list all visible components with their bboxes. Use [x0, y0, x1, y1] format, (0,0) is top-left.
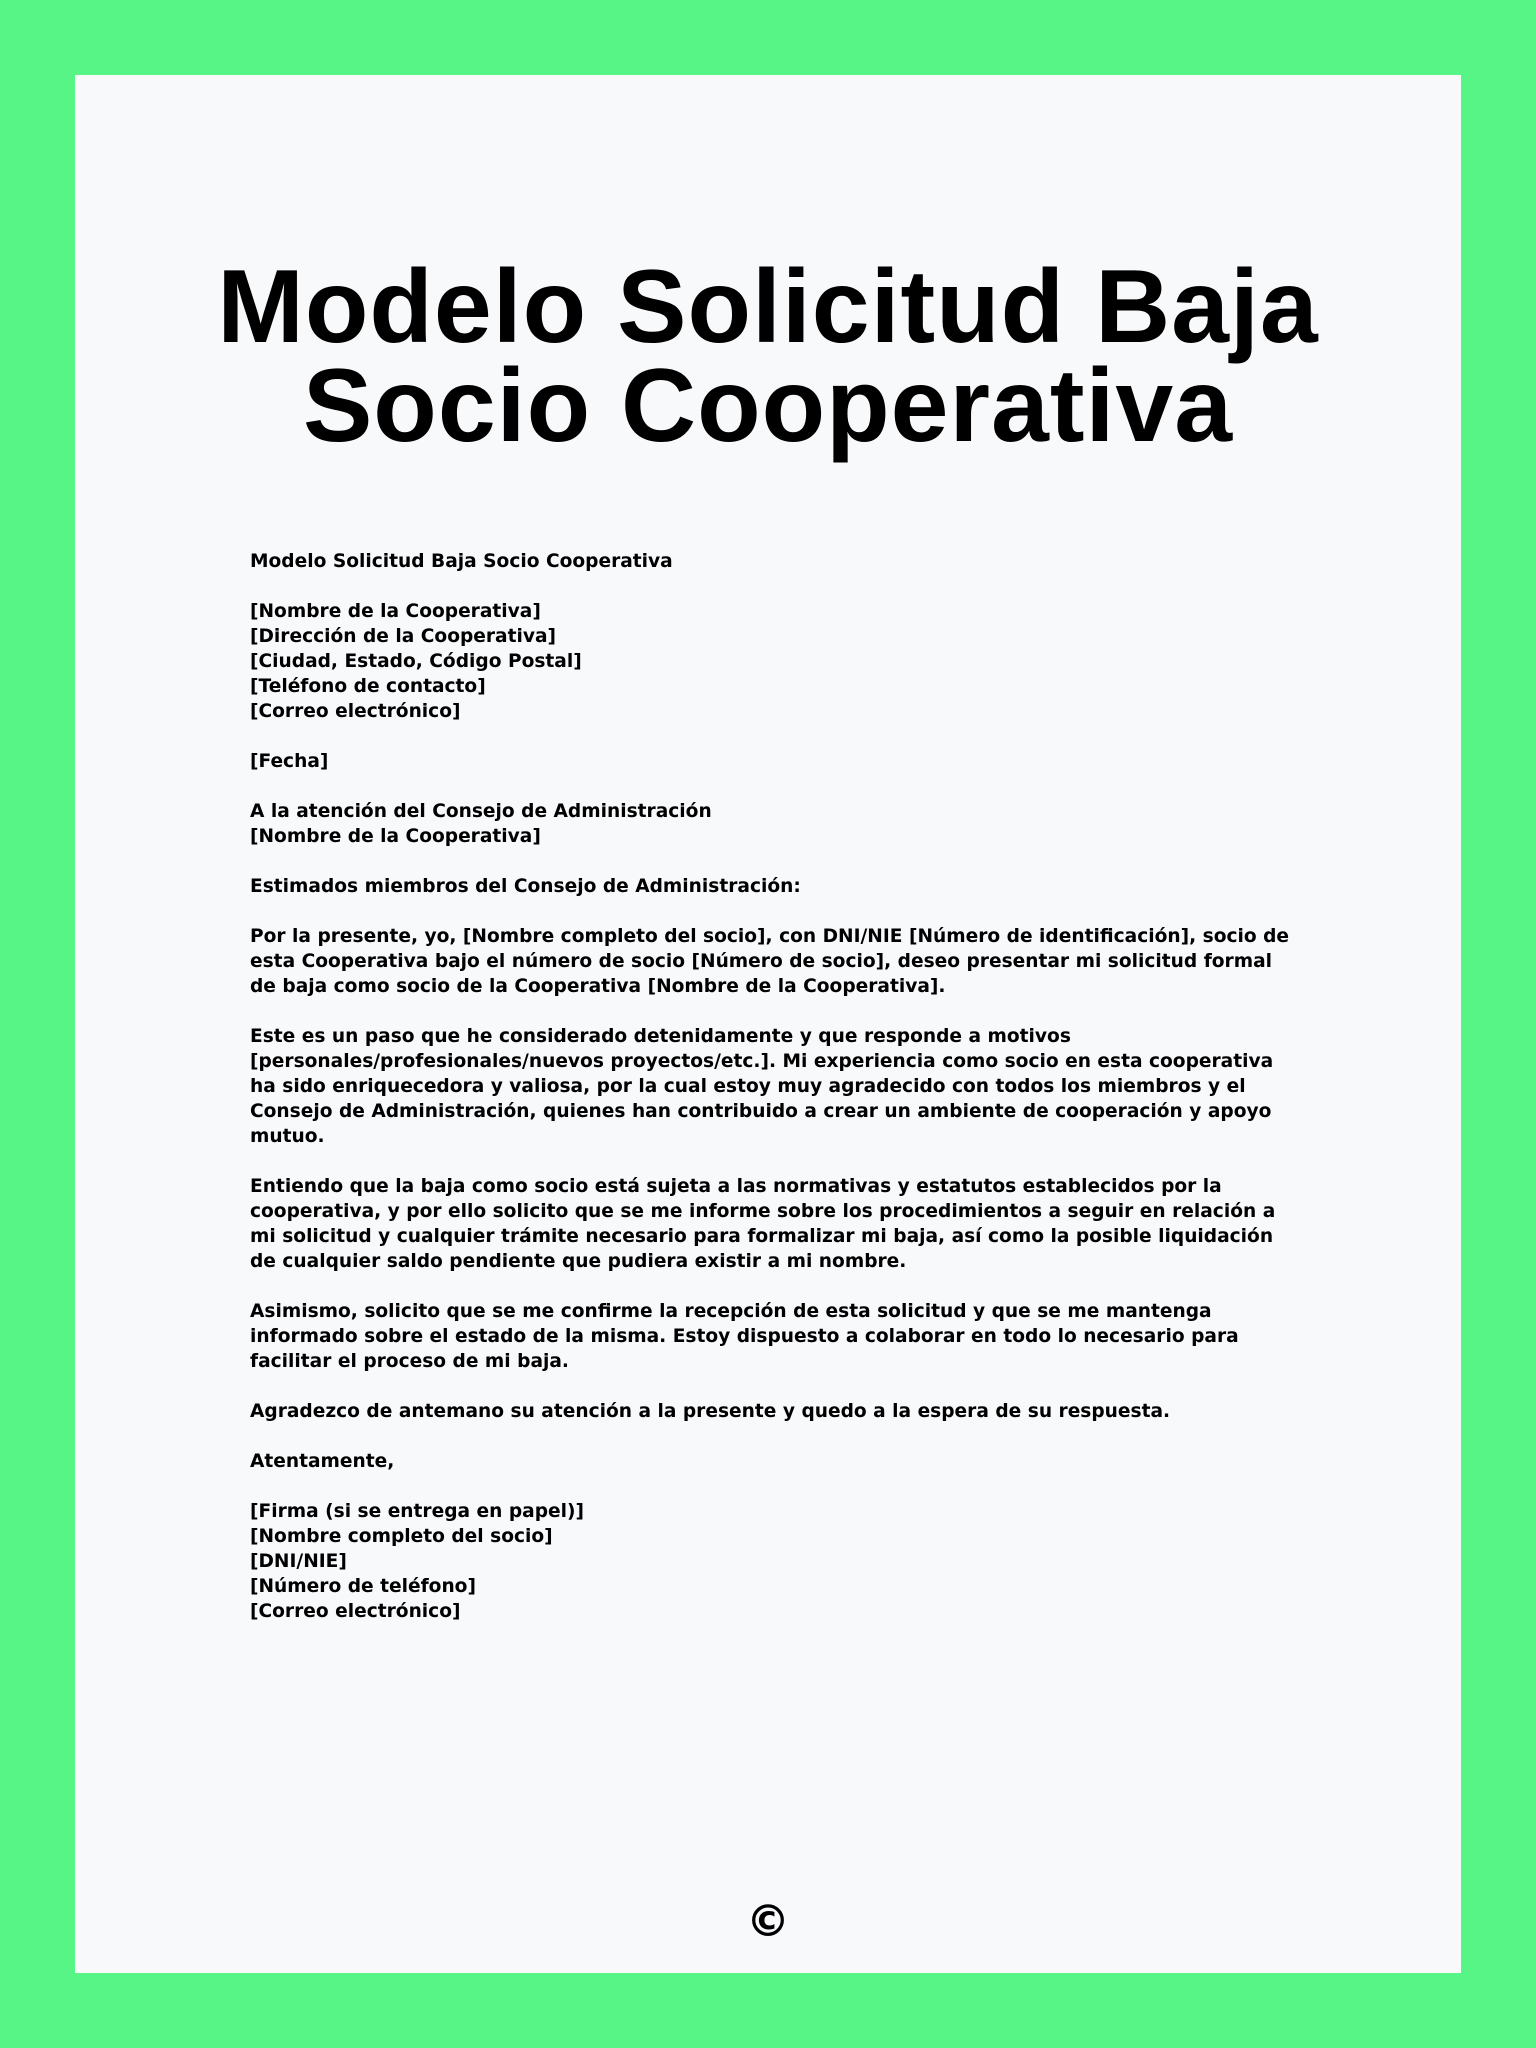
closing: Atentamente,: [250, 1451, 395, 1472]
signature-line: [Firma (si se entrega en papel)]: [250, 1501, 585, 1522]
letter-date: [Fecha]: [250, 751, 329, 772]
signature-line: [DNI/NIE]: [250, 1551, 347, 1572]
letter-body: [250, 549, 1300, 1649]
recipient-line: A la atención del Consejo de Administración: [250, 801, 712, 822]
sender-line: [Nombre de la Cooperativa]: [250, 601, 541, 622]
body-paragraph: Entiendo que la baja como socio está sujeta a las normativas y estatutos establecidos por la cooperativa, y por ello solicito que se me informe sobre los procedimientos a seguir en relación a mi solicitud y cualquier trámite necesario para formalizar mi baja, así como la posible liquidación de cualquier saldo pendiente que pudiera existir a mi nombre.: [250, 1176, 1276, 1272]
body-paragraph: Por la presente, yo, [Nombre completo del socio], con DNI/NIE [Número de identificación], socio de esta Cooperativa bajo el número de socio [Número de socio], deseo presentar mi solicitud formal de baja como socio de la Cooperativa [Nombre de la Cooperativa].: [250, 926, 1290, 997]
sender-line: [Correo electrónico]: [250, 701, 461, 722]
copyright-icon: ©: [746, 1896, 790, 1947]
sender-block: [250, 599, 1300, 724]
signature-line: [Número de teléfono]: [250, 1576, 476, 1597]
salutation: Estimados miembros del Consejo de Administración:: [250, 876, 801, 897]
document-page: [75, 75, 1461, 1973]
sender-line: [Teléfono de contacto]: [250, 676, 486, 697]
sender-line: [Dirección de la Cooperativa]: [250, 626, 557, 647]
sender-line: [Ciudad, Estado, Código Postal]: [250, 651, 582, 672]
page-title: Modelo Solicitud Baja Socio Cooperativa: [217, 249, 1319, 464]
signature-line: [Nombre completo del socio]: [250, 1526, 553, 1547]
body-paragraph: Este es un paso que he considerado detenidamente y que responde a motivos [personales/profesionales/nuevos proyectos/etc.]. Mi experiencia como socio en esta cooperativa ha sido enriquecedora y valiosa, por la cual estoy muy agradecido con todos los miembros y el Consejo de Administración, quienes han contribuido a crear un ambiente de cooperación y apoyo mutuo.: [250, 1026, 1274, 1147]
letter-heading: Modelo Solicitud Baja Socio Cooperativa: [250, 551, 673, 572]
body-paragraph: Asimismo, solicito que se me confirme la recepción de esta solicitud y que se me mantenga informado sobre el estado de la misma. Estoy dispuesto a colaborar en todo lo necesario para facilitar el proceso de mi baja.: [250, 1301, 1239, 1372]
recipient-block: [250, 799, 1300, 849]
signature-block: [250, 1499, 1300, 1624]
recipient-line: [Nombre de la Cooperativa]: [250, 826, 541, 847]
signature-line: [Correo electrónico]: [250, 1601, 461, 1622]
body-paragraph: Agradezco de antemano su atención a la presente y quedo a la espera de su respuesta.: [250, 1401, 1171, 1422]
